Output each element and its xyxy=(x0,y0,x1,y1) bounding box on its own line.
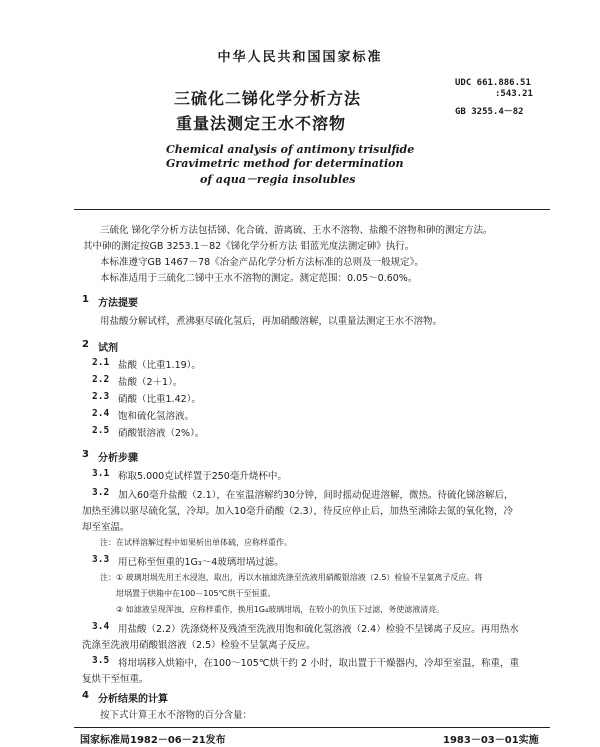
reagent-text: 硝酸（比重1.42）。 xyxy=(118,394,201,405)
step-text: 洗涤至洗液用硝酸银溶液（2.5）检验不呈氯离子反应。 xyxy=(82,640,316,651)
issue-date: 国家标准局1982－06－21发布 xyxy=(80,735,226,746)
title-line-2: 重量法测定王水不溶物 xyxy=(176,114,347,133)
bottom-rule xyxy=(74,727,550,728)
udc-code-sub: :543.21 xyxy=(495,89,533,99)
section-2-number: 2 xyxy=(82,339,89,350)
step-number: 3.1 xyxy=(92,468,110,479)
step-text: 却至室温。 xyxy=(82,522,130,533)
step-text: 用已称至恒重的1G₃～4玻璃坩埚过滤。 xyxy=(118,557,284,568)
reagent-number: 2.2 xyxy=(92,374,110,385)
step-text: 加热至沸以驱尽硫化氢，冷却。加入10毫升硝酸（2.3），待反应停止后，加热至沸除去氮的氧化物，冷 xyxy=(82,506,513,517)
title-line-1: 三硫化二锑化学分析方法 xyxy=(174,89,362,108)
note: 坩埚置于烘箱中在100－105℃烘干至恒重。 xyxy=(116,589,276,598)
reagent-text: 盐酸（比重1.19）。 xyxy=(118,360,201,371)
english-title-1: Chemical analysis of antimony trisulfide xyxy=(166,143,415,156)
top-rule xyxy=(74,209,550,210)
note: 注：① 玻璃坩埚先用王水浸泡，取出，再以水抽滤洗涤至洗液用硝酸银溶液（2.5）检验不呈氯离子反应。将 xyxy=(100,573,483,582)
intro-line: 本标准适用于三硫化二锑中王水不溶物的测定。测定范围：0.05～0.60%。 xyxy=(100,273,418,284)
reagent-number: 2.5 xyxy=(92,425,110,436)
udc-code: UDC 661.886.51 xyxy=(455,78,531,88)
intro-line: 本标准遵守GB 1467－78《冶金产品化学分析方法标准的总则及一般规定》。 xyxy=(100,257,424,268)
intro-line: 其中砷的测定按GB 3253.1－82《锑化学分析方法 钼蓝光度法测定砷》执行。 xyxy=(83,241,415,252)
reagent-text: 饱和硫化氢溶液。 xyxy=(118,411,195,422)
section-4-text: 按下式计算王水不溶物的百分含量： xyxy=(100,710,253,721)
section-4-number: 4 xyxy=(82,690,89,701)
step-text: 复烘干至恒重。 xyxy=(82,674,149,685)
reagent-number: 2.1 xyxy=(92,357,110,368)
section-2-title: 试剂 xyxy=(98,343,118,354)
section-3-number: 3 xyxy=(82,449,89,460)
note: ② 如滤液呈现浑浊，应称样重作，换用1G₄玻璃坩埚，在较小的负压下过滤，务使滤液清亮。 xyxy=(116,605,445,614)
gb-code: GB 3255.4－82 xyxy=(455,107,524,117)
step-number: 3.5 xyxy=(92,655,110,666)
step-text: 将坩埚移入烘箱中，在100～105℃烘干约 2 小时，取出置于干燥器内，冷却至室温，称重，重 xyxy=(118,658,520,669)
intro-line: 三硫化 锑化学分析方法包括锑、化合硫、游离硫、王水不溶物、盐酸不溶物和砷的测定方法。 xyxy=(100,225,493,236)
effective-date: 1983－03－01实施 xyxy=(443,735,539,746)
section-1-text: 用盐酸分解试样，煮沸驱尽硫化氢后，再加硝酸溶解，以重量法测定王水不溶物。 xyxy=(100,316,443,327)
step-text: 用盐酸（2.2）洗涤烧杯及残渣至洗液用饱和硫化氢溶液（2.4）检验不呈锑离子反应。再用热水 xyxy=(118,624,519,635)
step-text: 加入60毫升盐酸（2.1），在室温溶解约30分钟，间时摇动促进溶解，微热。待硫化锑溶解后， xyxy=(118,490,514,501)
reagent-text: 硝酸银溶液（2%）。 xyxy=(118,428,205,439)
document-header: 中华人民共和国国家标准 xyxy=(217,50,383,65)
section-4-title: 分析结果的计算 xyxy=(98,694,168,705)
step-number: 3.4 xyxy=(92,621,110,632)
section-1-title: 方法提要 xyxy=(98,298,138,309)
reagent-number: 2.3 xyxy=(92,391,110,402)
step-number: 3.3 xyxy=(92,554,110,565)
reagent-number: 2.4 xyxy=(92,408,110,419)
section-3-title: 分析步骤 xyxy=(98,453,138,464)
section-1-number: 1 xyxy=(82,294,89,305)
english-title-2: Gravimetric method for determination xyxy=(166,157,404,170)
step-text: 称取5.000克试样置于250毫升烧杯中。 xyxy=(118,471,287,482)
reagent-text: 盐酸（2＋1）。 xyxy=(118,377,183,388)
english-title-3: of aqua－regia insolubles xyxy=(200,173,356,186)
step-number: 3.2 xyxy=(92,487,110,498)
note: 注：在试样溶解过程中如果析出单体硫，应称样重作。 xyxy=(100,538,292,547)
